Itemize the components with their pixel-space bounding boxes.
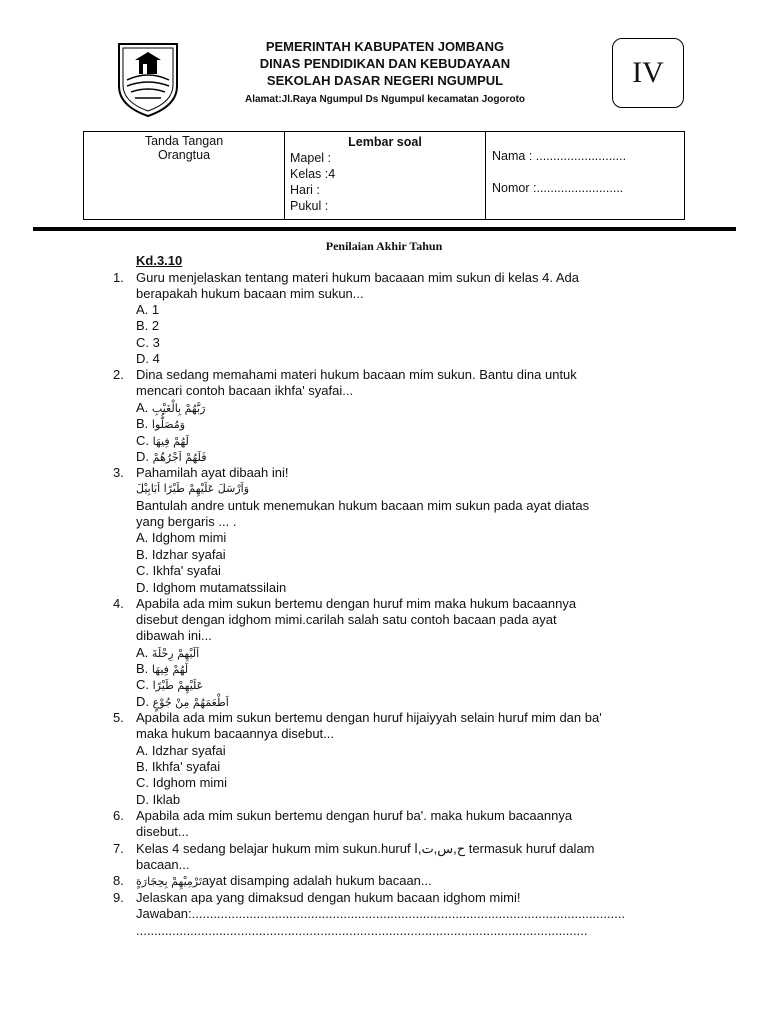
- question-6-text-1: Apabila ada mim sukun bertemu dengan huruf ba'. maka hukum bacaannya: [136, 808, 573, 823]
- arabic-phrase: لَهُمْ فِيهَا: [151, 663, 189, 676]
- header-divider: [33, 227, 736, 231]
- question-3-text-3: yang bergaris ... .: [136, 514, 237, 529]
- parent-signature-cell: [84, 132, 285, 220]
- question-3-text-2: Bantulah andre untuk menemukan hukum bacaan mim sukun pada ayat diatas: [136, 498, 590, 513]
- option-letter: A.: [136, 645, 149, 660]
- sheet-title: Lembar soal: [348, 135, 422, 149]
- question-3-option-d[interactable]: D. Idghom mutamatssilain: [136, 580, 287, 595]
- hari-field[interactable]: Hari :: [290, 183, 320, 197]
- exam-title: Penilaian Akhir Tahun: [325, 239, 443, 253]
- question-2-option-c[interactable]: [136, 433, 189, 451]
- arabic-phrase: اَطْعَمَهُمْ مِنْ جُوْعٍ: [152, 696, 229, 709]
- question-2-text-1: Dina sedang memahami materi hukum bacaan mim sukun. Bantu dina untuk: [136, 367, 577, 382]
- question-2-option-a[interactable]: [136, 400, 205, 418]
- header-line-2: DINAS PENDIDIKAN DAN KEBUDAYAAN: [259, 56, 511, 71]
- nomor-field[interactable]: Nomor :.........................: [492, 181, 624, 195]
- grade-box: IV: [612, 38, 684, 108]
- question-4-text-1: Apabila ada mim sukun bertemu dengan huruf mim maka hukum bacaannya: [136, 596, 577, 611]
- question-3-option-b[interactable]: B. Idzhar syafai: [136, 547, 226, 562]
- arabic-phrase: تَرْمِيْهِمْ بِحِجَارَةٍ: [136, 875, 202, 888]
- question-number: 4.: [113, 596, 124, 611]
- pukul-field[interactable]: Pukul :: [290, 199, 329, 213]
- kelas-field: Kelas :4: [290, 167, 336, 181]
- question-2-text-2: mencari contoh bacaan ikhfa' syafai...: [136, 383, 354, 398]
- parent-signature-label-1: Tanda Tangan: [144, 134, 224, 148]
- question-8-text: [136, 873, 432, 891]
- info-table: [83, 131, 685, 220]
- question-number: 6.: [113, 808, 124, 823]
- question-8-sentence: ayat disamping adalah hukum bacaan...: [201, 873, 432, 888]
- question-1-option-c[interactable]: C. 3: [136, 335, 160, 350]
- question-number: 8.: [113, 873, 124, 888]
- arabic-phrase: عَلَيْهِمْ طَيْرًا: [152, 679, 204, 692]
- question-1-option-b[interactable]: B. 2: [136, 318, 160, 333]
- question-3-text-1: Pahamilah ayat dibaah ini!: [136, 465, 289, 480]
- answer-line-1[interactable]: Jawaban:........................................................................................................................: [136, 906, 626, 921]
- question-number: 3.: [113, 465, 124, 480]
- question-3-option-a[interactable]: A. Idghom mimi: [136, 530, 227, 545]
- question-number: 7.: [113, 841, 124, 856]
- arabic-phrase: اَلَيْهِمْ رِحْلَةَ: [151, 647, 200, 660]
- question-number: 2.: [113, 367, 124, 382]
- question-4-text-2: disebut dengan idghom mimi.carilah salah satu contoh bacaan pada ayat: [136, 612, 557, 627]
- question-5-option-c[interactable]: C. Idghom mimi: [136, 775, 228, 790]
- answer-line-2[interactable]: .............................................................................................................................: [136, 923, 588, 938]
- question-4-option-b[interactable]: [136, 661, 188, 679]
- question-4-option-d[interactable]: [136, 694, 229, 712]
- question-7-text-1: Kelas 4 sedang belajar hukum mim sukun.huruf ح,س,ت,ا termasuk huruf dalam: [136, 841, 595, 856]
- arabic-phrase: فَلَهُمْ اَجْرُهُمْ: [152, 451, 207, 464]
- question-5-text-1: Apabila ada mim sukun bertemu dengan huruf hijaiyyah selain huruf mim dan ba': [136, 710, 602, 725]
- option-letter: D.: [136, 449, 149, 464]
- question-5-text-2: maka hukum bacaannya disebut...: [136, 726, 335, 741]
- option-letter: D.: [136, 694, 149, 709]
- question-5-option-d[interactable]: D. Iklab: [136, 792, 181, 807]
- question-4-option-a[interactable]: [136, 645, 199, 663]
- question-7-text-2: bacaan...: [136, 857, 190, 872]
- arabic-phrase: رَبَّهُمْ بِالْغَيْبِ: [151, 402, 206, 415]
- arabic-phrase: لَهُمْ فِيهَا: [152, 435, 189, 448]
- school-address: Alamat:Jl.Raya Ngumpul Ds Ngumpul kecamatan Jogoroto: [244, 94, 526, 105]
- question-2-option-b[interactable]: [136, 416, 185, 434]
- regency-logo: [113, 40, 183, 118]
- question-1-text-2: berapakah hukum bacaan mim sukun...: [136, 286, 364, 301]
- sheet-info-cell: [285, 132, 486, 220]
- question-1-option-a[interactable]: A. 1: [136, 302, 160, 317]
- question-number: 1.: [113, 270, 124, 285]
- question-5-option-b[interactable]: B. Ikhfa' syafai: [136, 759, 221, 774]
- question-4-option-c[interactable]: [136, 677, 203, 695]
- question-number: 5.: [113, 710, 124, 725]
- header-line-3: SEKOLAH DASAR NEGERI NGUMPUL: [266, 73, 504, 88]
- nama-field[interactable]: Nama : ..........................: [492, 149, 627, 163]
- question-1-option-d[interactable]: D. 4: [136, 351, 160, 366]
- student-info-cell: [486, 132, 685, 220]
- competency-code: Kd.3.10: [136, 253, 183, 268]
- option-letter: C.: [136, 677, 149, 692]
- option-letter: B.: [136, 661, 149, 676]
- question-6-text-2: disebut...: [136, 824, 189, 839]
- option-letter: A.: [136, 400, 149, 415]
- question-5-option-a[interactable]: A. Idzhar syafai: [136, 743, 226, 758]
- option-letter: B.: [136, 416, 149, 431]
- parent-signature-label-2: Orangtua: [157, 148, 211, 162]
- quran-verse: وَاَرْسَلَ عَلَيْهِمْ طَيْرًا اَبَابِيْلَ: [136, 482, 250, 495]
- question-4-text-3: dibawah ini...: [136, 628, 212, 643]
- question-3-option-c[interactable]: C. Ikhfa' syafai: [136, 563, 221, 578]
- arabic-phrase: وَمُصَلُّوا: [151, 418, 186, 431]
- question-1-text-1: Guru menjelaskan tentang materi hukum bacaaan mim sukun di kelas 4. Ada: [136, 270, 579, 285]
- mapel-field[interactable]: Mapel :: [290, 151, 331, 165]
- question-number: 9.: [113, 890, 124, 905]
- header-line-1: PEMERINTAH KABUPATEN JOMBANG: [265, 39, 505, 54]
- question-9-text: Jelaskan apa yang dimaksud dengan hukum bacaan idghom mimi!: [136, 890, 521, 905]
- question-2-option-d[interactable]: [136, 449, 206, 467]
- option-letter: C.: [136, 433, 149, 448]
